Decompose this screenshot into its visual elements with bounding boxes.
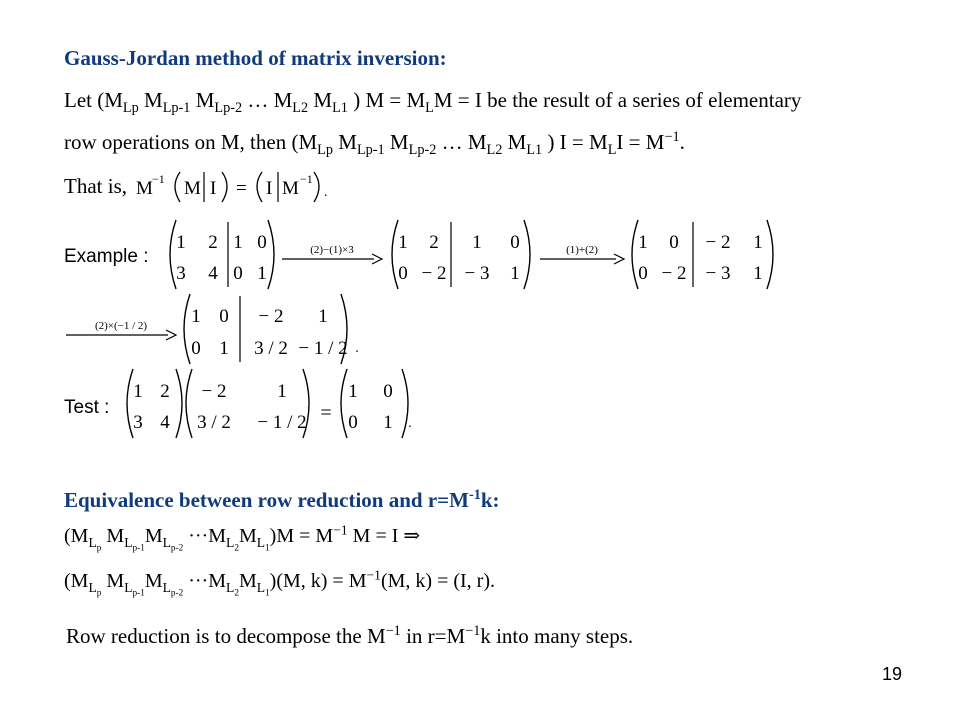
matrix-entry-t_c: 1 — [348, 381, 358, 402]
matrix-entry-ex_d: 0 — [191, 338, 201, 359]
that-is-label: That is, — [64, 174, 127, 198]
matrix-entry-ex_b: − 3 — [464, 263, 490, 284]
matrix-entry-t_b: 1 — [277, 381, 287, 402]
arrow-step-2-label: (1)+(2) — [566, 244, 598, 256]
matrix-entry-ex_a: 1 — [176, 232, 186, 253]
left-paren — [186, 369, 192, 438]
matrix-entry-ex_b: 1 — [510, 263, 520, 284]
paragraph-line-2: row operations on M, then ($M_{Lp}$ $M_{Lp-1}$ $M_{Lp-2}$ … $M_{L2}$ $M_{L1}$ ) $I = M_LI = M^{-1}$. — [64, 129, 685, 159]
matrix-entry-t_b: 3 / 2 — [197, 412, 231, 433]
matrix-entry-ex_c: 0 — [669, 232, 679, 253]
period: . — [408, 416, 412, 431]
matrix-entry-ex_c: − 2 — [705, 232, 731, 253]
matrix-entry-ex_a: 0 — [233, 263, 243, 284]
svg-text:I: I — [266, 178, 273, 199]
equation-row-reduction-identity: ($M_{L_p}$ $M_{L_{p-1}}M_{L_{p-2}} \cdot\cdot\cdot M_{L_2}M_{L_1})M = M^{-1}$ M = I ⇒ — [64, 522, 421, 553]
matrix-entry-t_c: 0 — [348, 412, 358, 433]
matrix-entry-t_a: 2 — [160, 381, 170, 402]
svg-text:−1: −1 — [300, 172, 313, 186]
svg-text:M: M — [184, 178, 201, 199]
svg-text:=: = — [236, 178, 247, 199]
matrix-example-area — [0, 215, 960, 455]
matrix-entry-ex_d: 0 — [219, 306, 229, 327]
right-paren — [268, 220, 274, 289]
left-paren — [341, 369, 347, 438]
example-label: Example : — [64, 246, 149, 267]
right-paren — [176, 369, 182, 438]
row-reduction-summary: Row reduction is to decompose the $M^{-1}$ in $r=M^{-1}k$ into many steps. — [66, 623, 634, 648]
equals-sign: = — [320, 402, 332, 424]
right-paren — [524, 220, 530, 289]
period: . — [355, 341, 359, 356]
left-paren — [632, 220, 638, 289]
matrix-entry-ex_a: 3 — [176, 263, 186, 284]
test-label: Test : — [64, 397, 110, 418]
svg-text:M: M — [136, 178, 153, 199]
matrix-entry-ex_d: 3 / 2 — [254, 338, 288, 359]
matrix-entry-ex_b: 1 — [472, 232, 482, 253]
section-heading-gauss-jordan: Gauss-Jordan method of matrix inversion: — [64, 46, 447, 70]
slide-number: 19 — [882, 664, 903, 684]
matrix-entry-t_b: − 2 — [201, 381, 227, 402]
matrix-entry-ex_b: 0 — [398, 263, 408, 284]
matrix-entry-t_b: − 1 / 2 — [257, 412, 307, 433]
paragraph-line-1: Let ($M_{Lp}$ $M_{Lp-1}$ $M_{Lp-2}$ … $M_{L2}$ $M_{L1}$ ) $M = M_LM = I$ be the result of a series of elementary — [64, 88, 802, 117]
equation-row-reduction-solution: ($M_{L_p}$ $M_{L_{p-1}}M_{L_{p-2}} \cdot\cdot\cdot M_{L_2}M_{L_1})(M$, $k) = M^{-1}(M$, k) = (I, r). — [64, 567, 495, 598]
matrix-entry-ex_d: − 1 / 2 — [298, 338, 348, 359]
matrix-entry-ex_d: − 2 — [258, 306, 284, 327]
arrow-step-1-label: (2)−(1)×3 — [310, 244, 354, 256]
left-paren — [170, 220, 176, 289]
matrix-entry-ex_b: 2 — [429, 232, 439, 253]
left-paren — [184, 294, 190, 364]
matrix-entry-ex_d: 1 — [191, 306, 201, 327]
matrix-entry-ex_c: 1 — [753, 232, 763, 253]
matrix-entry-ex_c: − 3 — [705, 263, 731, 284]
matrix-entry-ex_b: 0 — [510, 232, 520, 253]
left-paren — [127, 369, 133, 438]
matrix-entry-t_a: 3 — [133, 412, 143, 433]
matrix-entry-t_c: 1 — [383, 412, 393, 433]
matrix-entry-ex_a: 1 — [233, 232, 243, 253]
matrix-entry-ex_d: 1 — [219, 338, 229, 359]
right-paren — [402, 369, 408, 438]
svg-text:M: M — [282, 178, 299, 199]
matrix-entry-ex_c: 1 — [638, 232, 648, 253]
matrix-entry-ex_a: 1 — [257, 263, 267, 284]
matrix-entry-t_c: 0 — [383, 381, 393, 402]
arrow-step-3-label: (2)×(−1 / 2) — [94, 320, 148, 332]
section-heading-equivalence: Equivalence between row reduction and $r=M^{-1}k$: — [64, 487, 500, 512]
matrix-entry-ex_b: 1 — [398, 232, 408, 253]
matrix-entry-ex_a: 0 — [257, 232, 267, 253]
svg-text:−1: −1 — [152, 172, 165, 186]
matrix-entry-t_a: 4 — [160, 412, 170, 433]
matrix-entry-ex_a: 4 — [208, 263, 218, 284]
right-paren — [767, 220, 773, 289]
svg-text:.: . — [324, 185, 328, 200]
matrix-entry-ex_d: 1 — [318, 306, 328, 327]
matrix-entry-ex_c: 0 — [638, 263, 648, 284]
matrix-entry-t_a: 1 — [133, 381, 143, 402]
matrix-entry-ex_c: 1 — [753, 263, 763, 284]
left-paren — [392, 220, 398, 289]
matrix-entry-ex_b: − 2 — [421, 263, 447, 284]
matrix-entry-ex_c: − 2 — [661, 263, 687, 284]
inverse-identity-equation — [132, 164, 332, 208]
matrix-entry-ex_a: 2 — [208, 232, 218, 253]
svg-text:I: I — [210, 178, 217, 199]
